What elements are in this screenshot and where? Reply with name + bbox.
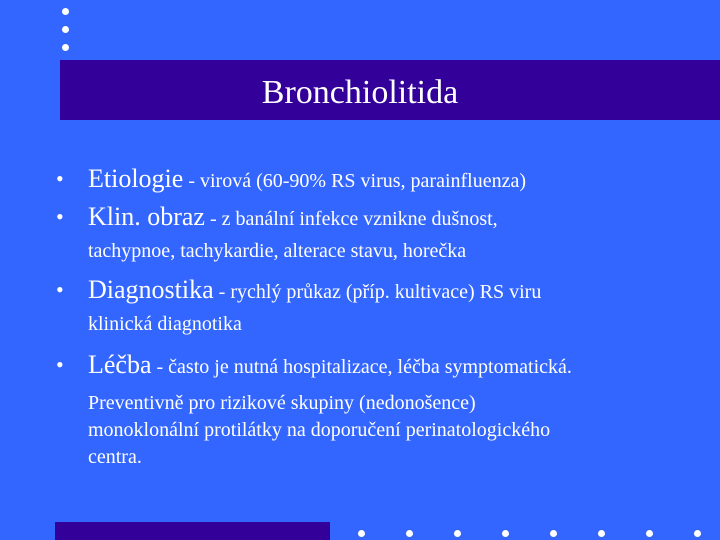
decor-dot bbox=[550, 530, 557, 537]
decor-dot bbox=[598, 530, 605, 537]
bullet-heading: Etiologie bbox=[88, 164, 184, 193]
decor-dot bbox=[502, 530, 509, 537]
decor-dot bbox=[62, 44, 69, 51]
title-bar bbox=[60, 60, 720, 120]
bullet-item-etiologie bbox=[56, 162, 706, 200]
bullet-continuation: Preventivně pro rizikové skupiny (nedonošence) bbox=[88, 392, 476, 414]
bullet-heading: Léčba bbox=[88, 350, 152, 379]
decor-dot bbox=[406, 530, 413, 537]
bullet-text: - rychlý průkaz (příp. kultivace) RS viru bbox=[213, 281, 542, 303]
bullet-item-diagnostika bbox=[56, 273, 706, 338]
bullet-continuation: monoklonální protilátky na doporučení perinatologického bbox=[88, 419, 551, 441]
decor-dot bbox=[62, 26, 69, 33]
bullet-icon: • bbox=[56, 352, 64, 377]
decor-dot bbox=[694, 530, 701, 537]
bullet-item-lecba bbox=[56, 348, 706, 471]
decor-dot bbox=[62, 8, 69, 15]
slide-title: Bronchiolitida bbox=[261, 74, 459, 111]
decor-dot bbox=[358, 530, 365, 537]
bullet-continuation: centra. bbox=[88, 446, 142, 468]
bullet-heading: Diagnostika bbox=[88, 275, 214, 304]
bullet-text: - často je nutná hospitalizace, léčba symptomatická. bbox=[151, 356, 572, 378]
bullet-text: - virová (60-90% RS virus, parainfluenza) bbox=[183, 170, 527, 192]
decor-dot bbox=[646, 530, 653, 537]
bottom-accent-bar bbox=[55, 522, 330, 540]
bullet-continuation: klinická diagnotika bbox=[88, 313, 242, 335]
bullet-icon: • bbox=[56, 277, 64, 302]
bullet-item-klin-obraz bbox=[56, 200, 706, 265]
bullet-text: - z banální infekce vznikne dušnost, bbox=[204, 208, 498, 230]
slide-content bbox=[56, 162, 706, 471]
bullet-icon: • bbox=[56, 204, 64, 229]
decor-dot bbox=[454, 530, 461, 537]
bullet-continuation: tachypnoe, tachykardie, alterace stavu, horečka bbox=[88, 240, 467, 262]
bullet-icon: • bbox=[56, 166, 64, 191]
bullet-heading: Klin. obraz bbox=[88, 202, 205, 231]
